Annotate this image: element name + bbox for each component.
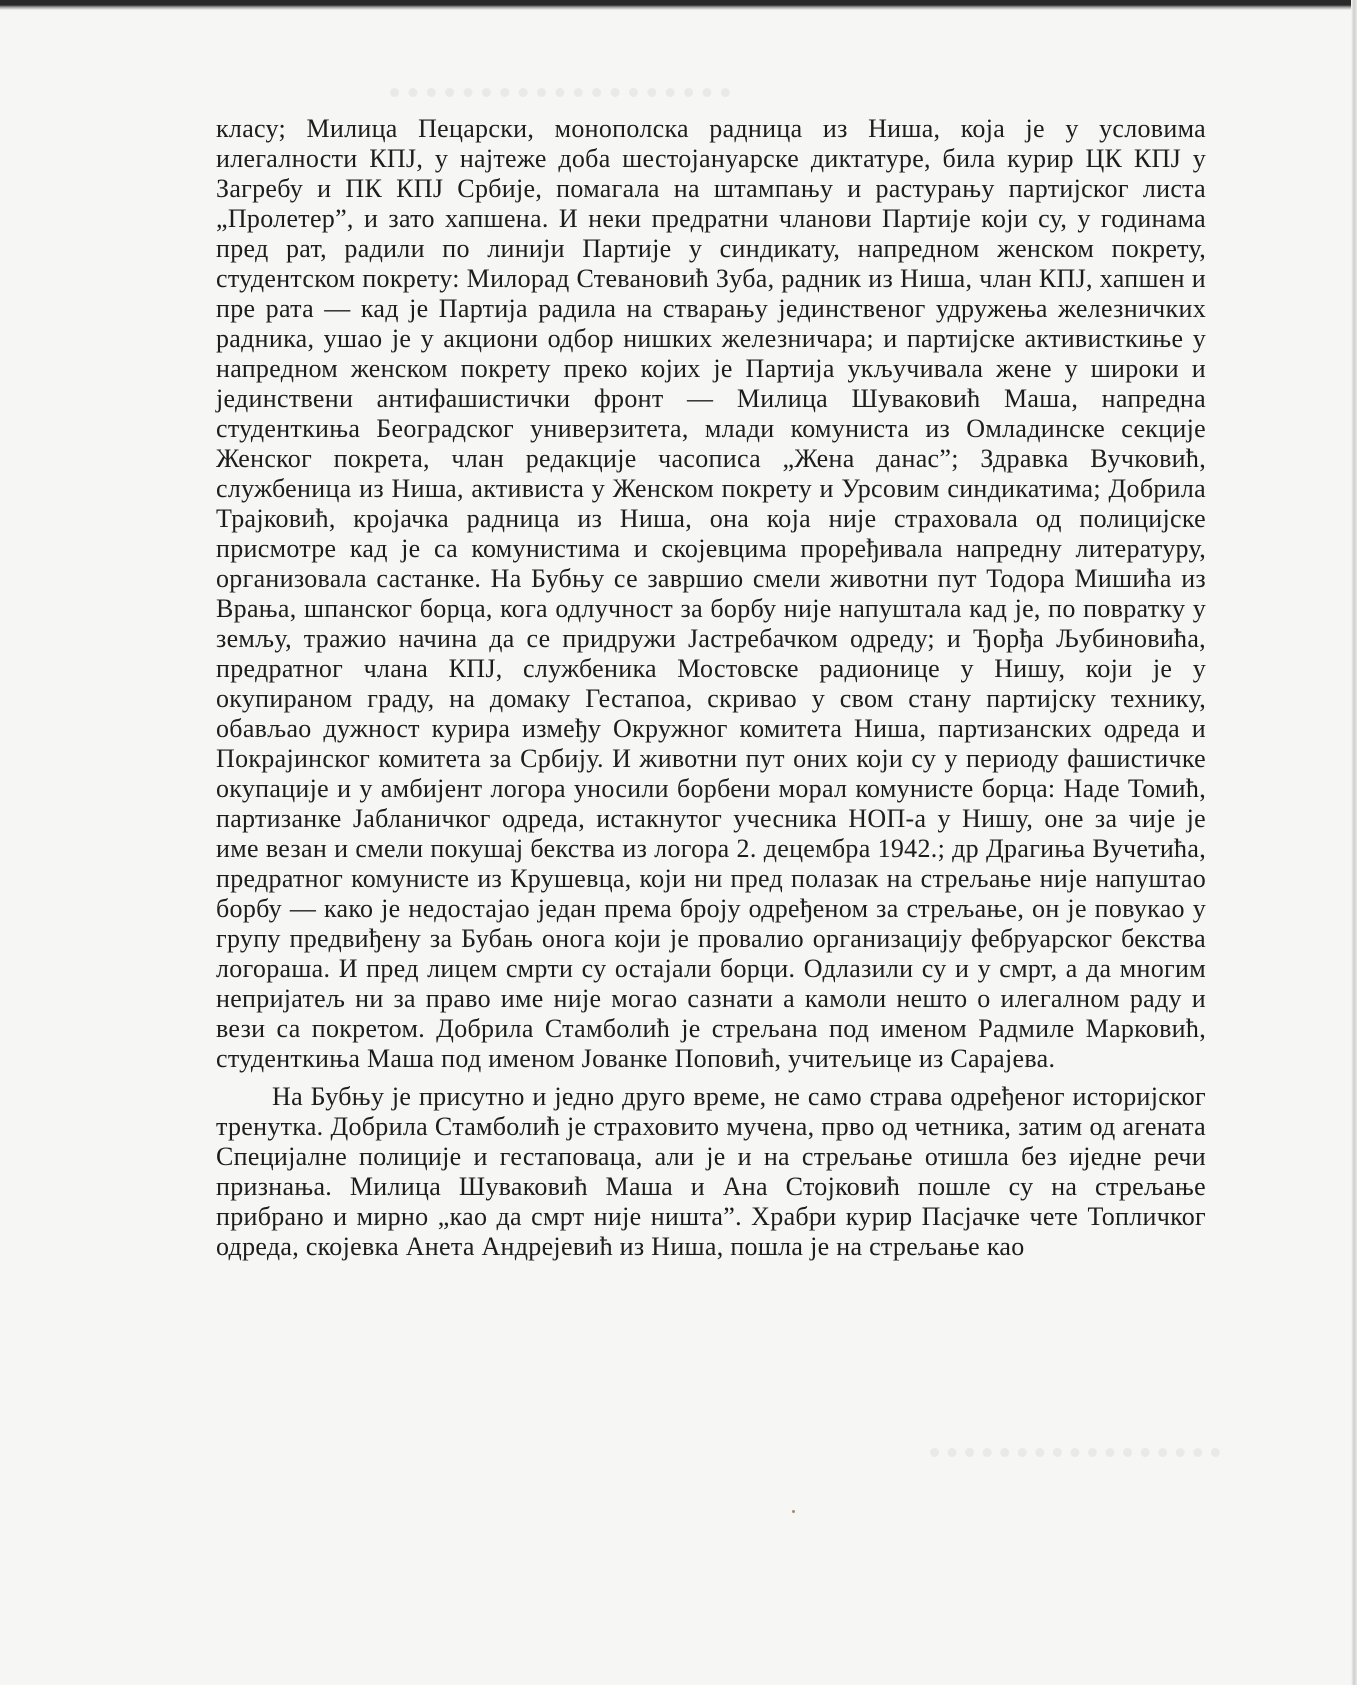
page-right-edge — [1351, 0, 1357, 1685]
paragraph: класу; Милица Пецарски, монополска радница из Ниша, која је у условима илегалности КПЈ, у најтеже доба шестојануарске диктатуре, била курир ЦК КПЈ у Загребу и ПК КПЈ Србије, помагала на штампању и растурању партијског листа „Пролетер”, и зато хапшена. И неки предратни чланови Партије који су, у годинама пред рат, радили по линији Партије у синдикату, напредном женском покрету, студентском покрету: Милорад Стевановић Зуба, радник из Ниша, члан КПЈ, хапшен и пре рата — кад је Партија радила на стварању јединственог удружења железничких радника, ушао је у акциони одбор нишких железничара; и партијске активисткиње у напредном женском покрету преко којих је Партија укључивала жене у широки и јединствени антифашистички фронт — Милица Шуваковић Маша, напредна студенткиња Београдског универзитета, млади комуниста из Омладинске секције Женског покрета, члан редакције часописа „Жена данас”; Здравка Вучковић, службеница из Ниша, активиста у Женском покрету и Урсовим синдикатима; Добрила Трајковић, кројачка радница из Ниша, она која није страховала од полицијске присмотре кад је са комунистима и скојевцима проређивала напредну литературу, организовала састанке. На Бубњу се завршио смели животни пут Тодора Мишића из Врања, шпанског борца, кога одлучност за борбу није напуштала кад је, по повратку у земљу, тражио начина да се придружи Јастребачком одреду; и Ђорђа Љубиновића, предратног члана КПЈ, службеника Мостовске радионице у Нишу, који је у окупираном граду, на домаку Гестапоа, скривао у свом стану партијску технику, обављао дужност курира између Окружног комитета Ниша, партизанских одреда и Покрајинског комитета за Србију. И животни пут оних који су у периоду фашистичке окупације и у амбијент логора уносили борбени морал комунисте борца: Наде Томић, партизанке Јабланичког одреда, истакнутог учесника НОП-а у Нишу, оне за чије је име везан и смели покушај бекства из логора 2. децембра 1942.; др Драгиња Вучетића, предратног комунисте из Крушевца, који ни пред полазак на стрељање није напуштао борбу — како је недостајао један према броју одређеном за стрељање, он је повукао у групу предвиђену за Бубањ онога који је провалио организацију фебруарског бекства логораша. И пред лицем смрти су остајали борци. Одлазили су и у смрт, а да многим непријатељ ни за право име није могао сазнати а камоли нешто о илегалном раду и вези са покретом. Добрила Стамболић је стрељана под именом Радмиле Марковић, студенткиња Маша под именом Јованке Поповић, учитељице из Сарајева. — [216, 114, 1206, 1073]
bleed-through-mark — [390, 88, 730, 107]
bleed-through-mark — [930, 1448, 1220, 1467]
paper-speck — [792, 1510, 795, 1513]
paragraph: На Бубњу је присутно и једно друго време, не само страва одређеног историјског тренутка. Добрила Стамболић је страховито мучена, прво од четника, затим од агената Специјалне полиције и гестаповаца, али је и на стрељање отишла без иједне речи признања. Милица Шуваковић Маша и Ана Стојковић пошле су на стрељање прибрано и мирно „као да смрт није ништа”. Храбри курир Пасјачке чете Топличког одреда, скојевка Анета Андрејевић из Ниша, пошла је на стрељање као — [216, 1082, 1206, 1261]
body-text — [216, 114, 1206, 1262]
page-top-edge — [0, 0, 1357, 10]
